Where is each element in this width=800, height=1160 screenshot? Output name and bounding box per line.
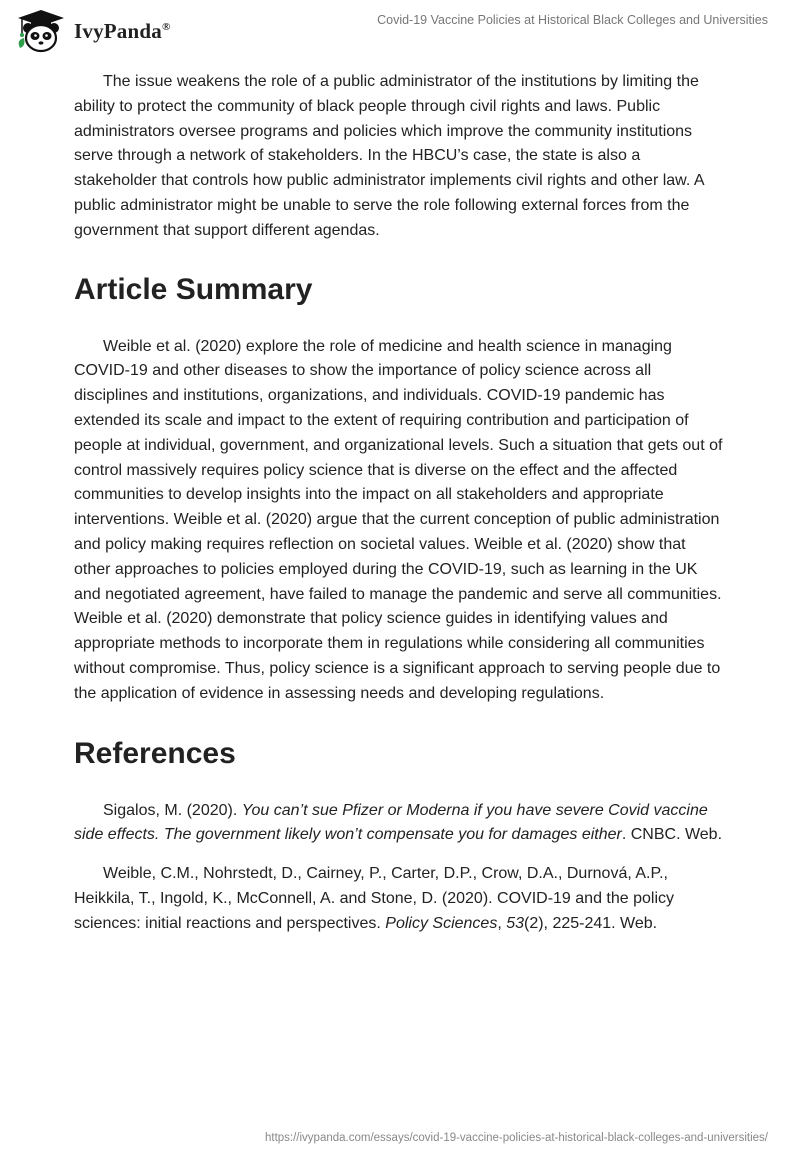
intro-paragraph: The issue weakens the role of a public administrator of the institutions by limiting the ability to protect the community of black people through civil rights and laws. Public administrators oversee programs and policies which improve the community institutions serve through a network of stakeholders. In the HBCU’s case, the state is also a stakeholder that controls how public administrator implements civil rights and other law. A public administrator might be unable to serve the role following external forces from the government that support different agendas. (74, 73, 704, 239)
logo-text: IvyPanda® (74, 18, 171, 43)
reference-entry: Weible, C.M., Nohrstedt, D., Cairney, P., Carter, D.P., Crow, D.A., Durnová, A.P., Heikkila, T., Ingold, K., McConnell, A. and Stone, D. (2020). COVID-19 and the policy sciences: initial reactions and perspectives. Policy Sciences, 53(2), 225-241. Web. (74, 865, 675, 932)
summary-paragraph: Weible et al. (2020) explore the role of medicine and health science in managing COVID-19 and other diseases to show the importance of policy science across all disciplines and institutions, organizations, and individuals. COVID-19 pandemic has extended its scale and impact to the extent of requiring contribution and participation of people at individual, government, and organizational levels. Such a situation that gets out of control massively requires policy science that is diverse on the effect and the affected communities to develop insights into the impact on all stakeholders and appropriate interventions. Weible et al. (2020) argue that the current conception of public administration and policy making requires reflection on societal values. Weible et al. (2020) show that other approaches to policies employed during the COVID-19, such as learning in the UK and negotiated agreement, have failed to manage the pandemic and serve all communities. Weible et al. (2020) demonstrate that policy science guides in identifying values and appropriate methods to incorporate them in regulations while considering all communities without compromise. Thus, policy science is a significant approach to serving people due to the application of evidence in assessing needs and developing regulations. (74, 337, 723, 702)
source-url[interactable]: https://ivypanda.com/essays/covid-19-vaccine-policies-at-historical-black-colleges-and-universities/ (264, 1132, 768, 1144)
ivypanda-logo[interactable] (14, 8, 170, 54)
panda-graduate-icon (14, 8, 68, 54)
essay-body (74, 70, 726, 937)
reference-entry: Sigalos, M. (2020). You can’t sue Pfizer or Moderna if you have severe Covid vaccine side effects. The government likely won’t compensate you for damages either. CNBC. Web. (74, 801, 723, 844)
page-header (0, 0, 800, 60)
references-heading: References (74, 736, 236, 770)
document-title: Covid-19 Vaccine Policies at Historical Black Colleges and Universities (377, 13, 768, 27)
summary-heading: Article Summary (74, 272, 313, 306)
